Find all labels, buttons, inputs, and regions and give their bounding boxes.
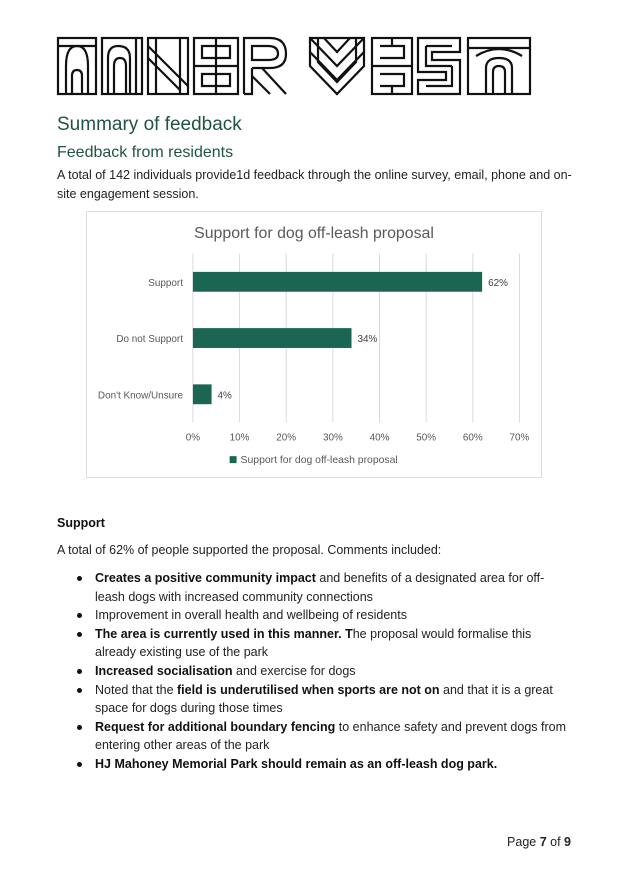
x-tick-label: 30% (322, 432, 343, 444)
comment-highlight: Request for additional boundary fencing (95, 719, 336, 734)
x-tick-label: 40% (369, 432, 390, 444)
comment-text: to enhance safety and prevent dogs from entering other areas of the park (95, 719, 566, 753)
x-tick-label: 50% (416, 432, 437, 444)
support-comment-item (76, 755, 566, 774)
comment-highlight: The area is currently used in this manner. T (95, 626, 353, 641)
comment-prefix: Noted that the (95, 682, 178, 697)
comment-highlight: Increased socialisation (95, 663, 233, 678)
x-tick-label: 60% (462, 432, 483, 444)
support-comment-item (76, 662, 566, 681)
bar (193, 328, 352, 348)
comment-highlight: field is underutilised when sports are not on (177, 682, 440, 697)
support-comment-item (76, 606, 566, 625)
data-label: 4% (217, 390, 232, 402)
comment-highlight: HJ Mahoney Memorial Park should remain as an off-leash dog park. (95, 756, 498, 771)
x-tick-label: 20% (276, 432, 297, 444)
intro-paragraph: A total of 142 individuals provide1d feedback through the online survey, email, phone and on-site engagement session. (57, 168, 572, 201)
support-comment-item (76, 625, 566, 662)
bar (193, 272, 482, 292)
page-heading: Summary of feedback (57, 114, 242, 135)
comment-text: and exercise for dogs (232, 663, 356, 678)
bar (193, 384, 212, 404)
category-label: Support (148, 277, 183, 289)
category-label: Do not Support (116, 334, 183, 346)
x-tick-label: 10% (229, 432, 250, 444)
x-tick-label: 70% (509, 432, 530, 444)
page-prefix: Page (507, 835, 540, 849)
chart-title: Support for dog off-leash proposal (194, 224, 434, 242)
comment-text: and that it is a great space for dogs during those times (95, 682, 553, 716)
current-page: 7 (539, 835, 547, 849)
support-bar-chart (86, 211, 542, 478)
support-comment-item (76, 569, 566, 606)
data-label: 62% (488, 277, 508, 289)
comment-text: and benefits of a designated area for off-leash dogs with increased community connections (95, 571, 545, 604)
legend-label: Support for dog off-leash proposal (240, 455, 398, 467)
support-comments-list (76, 569, 566, 774)
support-summary: A total of 62% of people supported the proposal. Comments included: (57, 543, 442, 557)
inner-west-logo (56, 36, 534, 96)
data-label: 34% (357, 334, 378, 346)
total-pages: 9 (564, 835, 571, 849)
comment-text: he proposal would formalise this already existing use of the park (95, 626, 532, 660)
category-label: Don't Know/Unsure (97, 390, 183, 402)
page-of: of (546, 835, 565, 849)
support-heading: Support (57, 516, 105, 530)
x-tick-label: 0% (185, 432, 201, 444)
chart-canvas (87, 212, 541, 477)
section-subheading: Feedback from residents (57, 144, 234, 161)
comment-text: Improvement in overall health and wellbeing of residents (95, 608, 407, 623)
comment-highlight: Creates a positive community impact (95, 571, 316, 585)
page-number (507, 835, 571, 849)
support-comment-item (76, 718, 566, 755)
support-comment-item (76, 681, 566, 718)
legend-swatch (230, 456, 237, 463)
